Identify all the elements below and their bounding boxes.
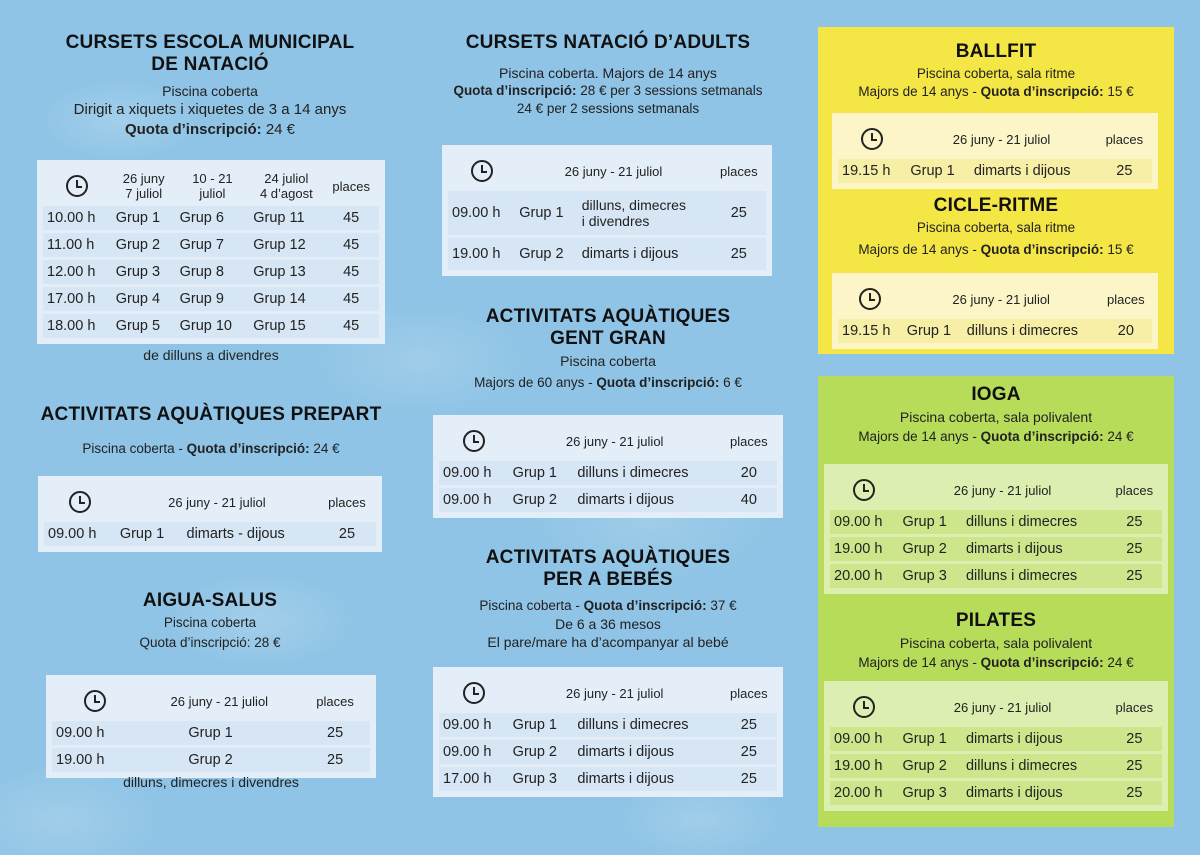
cell: Grup 1 bbox=[903, 319, 963, 343]
cell: Grup 3 bbox=[898, 781, 962, 805]
cell: dimarts i dijous bbox=[962, 727, 1107, 751]
cell: dilluns i dimecres bbox=[963, 319, 1100, 343]
cell: 25 bbox=[712, 191, 766, 235]
cursets-line2: Dirigit a xiquets i xiquetes de 3 a 14 anys bbox=[73, 101, 347, 118]
clock-icon bbox=[52, 684, 138, 718]
pilates-dates: 26 juny - 21 juliol bbox=[953, 699, 1052, 715]
bebes-section bbox=[440, 547, 776, 651]
salus-places: places bbox=[316, 693, 354, 709]
table-row bbox=[439, 767, 777, 791]
salus-line1: Piscina coberta bbox=[163, 615, 257, 630]
cell: 12.00 h bbox=[43, 260, 112, 284]
cell: Grup 1 bbox=[509, 461, 574, 485]
cursets-title: CURSETS ESCOLA MUNICIPAL DE NATACIÓ bbox=[65, 32, 355, 75]
cell: 25 bbox=[1107, 754, 1162, 778]
ioga-line1: Piscina coberta, sala polivalent bbox=[899, 409, 1093, 425]
ioga-section bbox=[818, 384, 1174, 446]
table-row bbox=[830, 537, 1162, 561]
table-row bbox=[43, 206, 379, 230]
clock-icon bbox=[43, 169, 112, 203]
bebes-title: ACTIVITATS AQUÀTIQUES PER A BEBÉS bbox=[485, 547, 731, 590]
cell: 20.00 h bbox=[830, 564, 898, 588]
cicle-section bbox=[818, 195, 1174, 259]
clock-icon bbox=[448, 154, 515, 188]
cell: 20 bbox=[721, 461, 777, 485]
ballfit-title: BALLFIT bbox=[955, 41, 1037, 62]
cell: Grup 1 bbox=[509, 713, 574, 737]
adults-title: CURSETS NATACIÓ D’ADULTS bbox=[465, 32, 751, 53]
clock-icon bbox=[830, 690, 898, 724]
ioga-dates: 26 juny - 21 juliol bbox=[953, 482, 1052, 498]
cell: Grup 8 bbox=[176, 260, 250, 284]
cell: 09.00 h bbox=[439, 713, 509, 737]
cell: Grup 9 bbox=[176, 287, 250, 311]
cell: Grup 10 bbox=[176, 314, 250, 338]
cursets-header-places: places bbox=[332, 178, 370, 194]
cell: 45 bbox=[323, 233, 379, 257]
cell: 09.00 h bbox=[439, 461, 509, 485]
cell: 09.00 h bbox=[830, 510, 898, 534]
pilates-table bbox=[824, 681, 1168, 811]
cell: 09.00 h bbox=[448, 191, 515, 235]
cell: dilluns i dimecres bbox=[573, 461, 720, 485]
gentgran-line1: Piscina coberta bbox=[560, 353, 656, 369]
clock-icon bbox=[838, 122, 906, 156]
table-row bbox=[439, 713, 777, 737]
cell: 09.00 h bbox=[52, 721, 138, 745]
cell: dilluns, dimecres i divendres bbox=[578, 191, 712, 235]
cell: 19.00 h bbox=[830, 754, 898, 778]
cell: Grup 2 bbox=[898, 537, 962, 561]
cell: 40 bbox=[721, 488, 777, 512]
cell: Grup 7 bbox=[176, 233, 250, 257]
salus-line2: Quota d’inscripció: 28 € bbox=[139, 635, 281, 650]
cell: 18.00 h bbox=[43, 314, 112, 338]
cell: 09.00 h bbox=[830, 727, 898, 751]
cursets-quota: Quota d’inscripció: 24 € bbox=[124, 121, 296, 138]
cell: 45 bbox=[323, 314, 379, 338]
cell: dimarts i dijous bbox=[970, 159, 1097, 183]
bebes-line3: El pare/mare ha d’acompanyar al bebé bbox=[487, 634, 729, 650]
cell: dimarts - dijous bbox=[183, 522, 318, 546]
cell: dimarts i dijous bbox=[578, 238, 712, 270]
cell: Grup 1 bbox=[898, 727, 962, 751]
cell: 19.00 h bbox=[52, 748, 138, 772]
table-row bbox=[439, 740, 777, 764]
cell: 25 bbox=[300, 748, 370, 772]
cicle-line1: Piscina coberta, sala ritme bbox=[916, 220, 1076, 235]
clock-icon bbox=[44, 485, 116, 519]
cell: 20.00 h bbox=[830, 781, 898, 805]
cell: Grup 2 bbox=[509, 740, 574, 764]
cell: Grup 3 bbox=[509, 767, 574, 791]
cell: 25 bbox=[318, 522, 376, 546]
ioga-table bbox=[824, 464, 1168, 594]
cell: 25 bbox=[1107, 510, 1162, 534]
cell: 25 bbox=[721, 740, 777, 764]
clock-icon bbox=[439, 676, 509, 710]
cell: dimarts i dijous bbox=[573, 488, 720, 512]
adults-quota: Quota d’inscripció: 28 € per 3 sessions setmanals bbox=[453, 83, 763, 98]
ioga-title: IOGA bbox=[971, 384, 1021, 405]
bebes-dates: 26 juny - 21 juliol bbox=[565, 685, 664, 701]
prepart-section bbox=[20, 404, 402, 458]
cell: dilluns i dimecres bbox=[962, 564, 1107, 588]
table-row bbox=[830, 564, 1162, 588]
cell: 19.15 h bbox=[838, 159, 906, 183]
adults-section bbox=[430, 32, 786, 118]
cursets-table bbox=[37, 160, 385, 344]
cell: Grup 3 bbox=[898, 564, 962, 588]
prepart-dates: 26 juny - 21 juliol bbox=[168, 494, 266, 510]
salus-title: AIGUA-SALUS bbox=[142, 590, 278, 611]
gentgran-title: ACTIVITATS AQUÀTIQUES GENT GRAN bbox=[485, 306, 731, 349]
cell: Grup 2 bbox=[138, 748, 300, 772]
green-panel bbox=[818, 376, 1174, 827]
bebes-table bbox=[433, 667, 783, 797]
cicle-table bbox=[832, 273, 1158, 349]
cell: Grup 2 bbox=[515, 238, 577, 270]
salus-section bbox=[40, 590, 380, 652]
cell: dimarts i dijous bbox=[573, 740, 720, 764]
table-row bbox=[830, 781, 1162, 805]
cicle-dates: 26 juny - 21 juliol bbox=[952, 291, 1050, 307]
adults-line3: 24 € per 2 sessions setmanals bbox=[516, 101, 700, 116]
cell: 09.00 h bbox=[44, 522, 116, 546]
table-row bbox=[43, 314, 379, 338]
cell: 17.00 h bbox=[439, 767, 509, 791]
table-row bbox=[439, 488, 777, 512]
ballfit-line1: Piscina coberta, sala ritme bbox=[916, 66, 1076, 81]
cell: 20 bbox=[1100, 319, 1152, 343]
table-row bbox=[838, 159, 1152, 183]
gentgran-line2: Majors de 60 anys - Quota d’inscripció: 6 € bbox=[474, 375, 742, 390]
cell: Grup 6 bbox=[176, 206, 250, 230]
table-row bbox=[439, 461, 777, 485]
cell: Grup 14 bbox=[249, 287, 323, 311]
pilates-title: PILATES bbox=[955, 610, 1037, 631]
ballfit-dates: 26 juny - 21 juliol bbox=[952, 131, 1051, 147]
clock-icon bbox=[838, 282, 903, 316]
ballfit-section bbox=[818, 41, 1174, 101]
adults-table bbox=[442, 145, 772, 276]
adults-places: places bbox=[720, 163, 758, 179]
cell: Grup 1 bbox=[906, 159, 969, 183]
table-row bbox=[448, 191, 766, 235]
table-row bbox=[830, 727, 1162, 751]
cell: Grup 1 bbox=[112, 206, 176, 230]
cursets-note: de dilluns a divendres bbox=[143, 347, 279, 363]
cell: 25 bbox=[1107, 781, 1162, 805]
pilates-line1: Piscina coberta, sala polivalent bbox=[899, 635, 1093, 651]
table-row bbox=[838, 319, 1152, 343]
pilates-section bbox=[818, 610, 1174, 672]
cell: Grup 1 bbox=[898, 510, 962, 534]
pilates-places: places bbox=[1115, 699, 1154, 715]
cell: 25 bbox=[1107, 727, 1162, 751]
cell: Grup 3 bbox=[112, 260, 176, 284]
cell: Grup 1 bbox=[116, 522, 183, 546]
cell: 25 bbox=[300, 721, 370, 745]
cell: Grup 1 bbox=[515, 191, 577, 235]
clock-icon bbox=[439, 424, 509, 458]
table-row bbox=[52, 748, 370, 772]
cell: 25 bbox=[1107, 537, 1162, 561]
bebes-places: places bbox=[730, 685, 768, 701]
clock-icon bbox=[830, 473, 898, 507]
cursets-header-1: 26 juny 7 juliol bbox=[122, 171, 165, 201]
cursets-section bbox=[30, 32, 390, 140]
cursets-header-3: 24 juliol 4 d’agost bbox=[259, 171, 313, 201]
cursets-line1: Piscina coberta bbox=[162, 83, 258, 99]
ballfit-line2: Majors de 14 anys - Quota d’inscripció: 15 € bbox=[858, 84, 1134, 99]
gentgran-places: places bbox=[730, 433, 768, 449]
cell: Grup 5 bbox=[112, 314, 176, 338]
cell: Grup 11 bbox=[249, 206, 323, 230]
bebes-line1: Piscina coberta - Quota d’inscripció: 37 € bbox=[479, 598, 737, 613]
cell: 25 bbox=[712, 238, 766, 270]
cell: 17.00 h bbox=[43, 287, 112, 311]
gentgran-section bbox=[460, 306, 756, 392]
table-row bbox=[830, 510, 1162, 534]
cell: 19.00 h bbox=[830, 537, 898, 561]
cell: dilluns i dimecres bbox=[962, 754, 1107, 778]
cell: 45 bbox=[323, 206, 379, 230]
ballfit-places: places bbox=[1105, 131, 1144, 147]
cell: 45 bbox=[323, 260, 379, 284]
bebes-line2: De 6 a 36 mesos bbox=[555, 616, 661, 632]
prepart-table bbox=[38, 476, 382, 552]
cicle-title: CICLE-RITME bbox=[933, 195, 1059, 216]
cell: Grup 2 bbox=[898, 754, 962, 778]
cell: Grup 12 bbox=[249, 233, 323, 257]
table-row bbox=[830, 754, 1162, 778]
cell: dimarts i dijous bbox=[962, 781, 1107, 805]
cell: Grup 1 bbox=[138, 721, 300, 745]
ioga-places: places bbox=[1115, 482, 1154, 498]
cell: 10.00 h bbox=[43, 206, 112, 230]
cell: 11.00 h bbox=[43, 233, 112, 257]
salus-note: dilluns, dimecres i divendres bbox=[123, 774, 299, 790]
gentgran-dates: 26 juny - 21 juliol bbox=[565, 433, 664, 449]
cell: dilluns i dimecres bbox=[962, 510, 1107, 534]
cell: Grup 13 bbox=[249, 260, 323, 284]
cell: 25 bbox=[1107, 564, 1162, 588]
table-row bbox=[43, 287, 379, 311]
prepart-line1: Piscina coberta - Quota d’inscripció: 24 € bbox=[82, 441, 340, 456]
ioga-line2: Majors de 14 anys - Quota d’inscripció: 24 € bbox=[858, 429, 1134, 444]
gentgran-table bbox=[433, 415, 783, 518]
adults-line1: Piscina coberta. Majors de 14 anys bbox=[499, 65, 717, 81]
cell: 25 bbox=[721, 767, 777, 791]
yellow-panel bbox=[818, 27, 1174, 354]
prepart-places: places bbox=[328, 494, 366, 510]
cursets-header-2: 10 - 21 juliol bbox=[192, 171, 233, 201]
cell: Grup 15 bbox=[249, 314, 323, 338]
cell: 25 bbox=[721, 713, 777, 737]
cell: dilluns i dimecres bbox=[573, 713, 720, 737]
adults-dates: 26 juny - 21 juliol bbox=[564, 163, 663, 179]
table-row bbox=[44, 522, 376, 546]
cell: 45 bbox=[323, 287, 379, 311]
cell: 19.00 h bbox=[448, 238, 515, 270]
table-row bbox=[43, 233, 379, 257]
ballfit-table bbox=[832, 113, 1158, 189]
salus-table bbox=[46, 675, 376, 778]
cell: Grup 2 bbox=[509, 488, 574, 512]
cell: 09.00 h bbox=[439, 740, 509, 764]
cell: 25 bbox=[1097, 159, 1152, 183]
cell: dimarts i dijous bbox=[962, 537, 1107, 561]
cell: 19.15 h bbox=[838, 319, 903, 343]
cell: Grup 2 bbox=[112, 233, 176, 257]
cicle-line2: Majors de 14 anys - Quota d’inscripció: 15 € bbox=[858, 242, 1134, 257]
cicle-places: places bbox=[1107, 291, 1145, 307]
table-row bbox=[52, 721, 370, 745]
pilates-line2: Majors de 14 anys - Quota d’inscripció: 24 € bbox=[858, 655, 1134, 670]
salus-dates: 26 juny - 21 juliol bbox=[170, 693, 269, 709]
cell: Grup 4 bbox=[112, 287, 176, 311]
table-row bbox=[448, 238, 766, 270]
cell: dimarts i dijous bbox=[573, 767, 720, 791]
cell: 09.00 h bbox=[439, 488, 509, 512]
prepart-title: ACTIVITATS AQUÀTIQUES PREPART bbox=[40, 404, 382, 425]
table-row bbox=[43, 260, 379, 284]
